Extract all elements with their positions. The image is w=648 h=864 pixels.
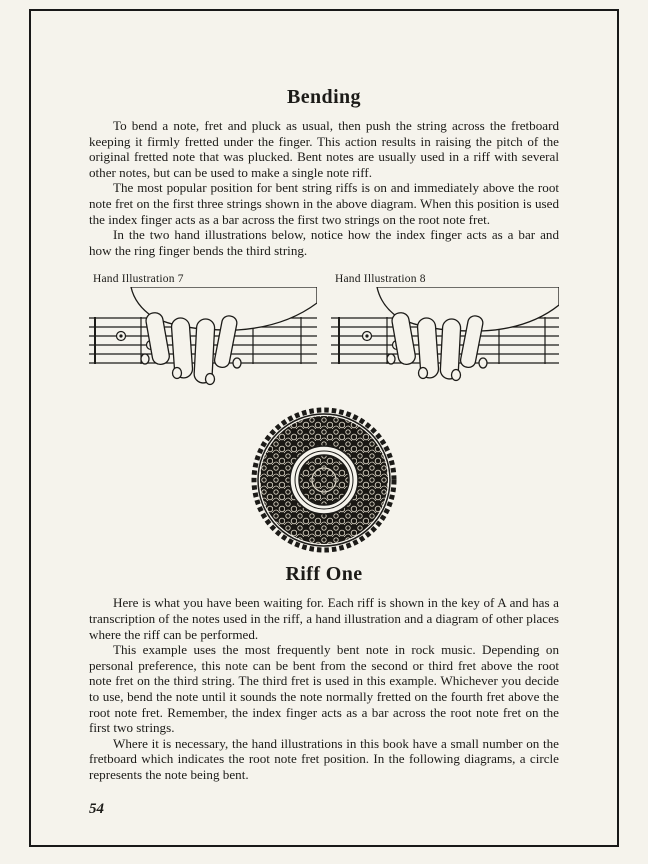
page-number: 54 [89,801,104,817]
rosette-ornament-image [249,405,399,555]
body-paragraph: The most popular position for bent string riffs is on and immediately above the root note fret on the first three strings shown in the above diagram. When this position is used the index finger acts as a bar across the first two strings on the root note fret. [89,180,559,227]
page-content [89,86,559,782]
hand-illustration-8-image [331,287,559,405]
body-paragraph: This example uses the most frequently bent note in rock music. Depending on personal preference, this note can be bent from the second or third fret above the root note fret on the third string. The third fret is used in this example. Whichever you decide to use, bend the note until it sounds the note normally fretted on the fourth fret above the root note fret. Remember, the index finger acts as a bar across the root note fret on the first two strings. [89,642,559,736]
rosette-ornament-wrap [89,405,559,555]
hand-illustration-8-figure [331,273,559,405]
hand-illustration-8-label: Hand Illustration 8 [335,273,426,286]
body-paragraph: To bend a note, fret and pluck as usual, then push the string across the fretboard keeping it firmly fretted under the finger. This action results in raising the pitch of the original fretted note that was plucked. Bent notes are usually used in a riff with several other notes, but can be used to make a single note riff. [89,118,559,180]
body-paragraph: In the two hand illustrations below, notice how the index finger acts as a bar and how the ring finger bends the third string. [89,227,559,258]
hand-illustration-7-figure [89,273,317,405]
section-title-riff-one: Riff One [285,563,363,586]
body-paragraph: Where it is necessary, the hand illustrations in this book have a small number on the fretboard which indicates the root note fret position. In the following diagrams, a circle represents the note being bent. [89,735,559,782]
hand-illustration-7-label: Hand Illustration 7 [93,273,184,286]
hand-illustration-7-image [89,287,317,405]
body-paragraph: Here is what you have been waiting for. Each riff is shown in the key of A and has a transcription of the notes used in the riff, a hand illustration and a diagram of other places where the riff can be performed. [89,595,559,642]
hand-illustrations-row [89,273,559,405]
section-title-bending: Bending [287,86,361,108]
hand [377,287,559,381]
